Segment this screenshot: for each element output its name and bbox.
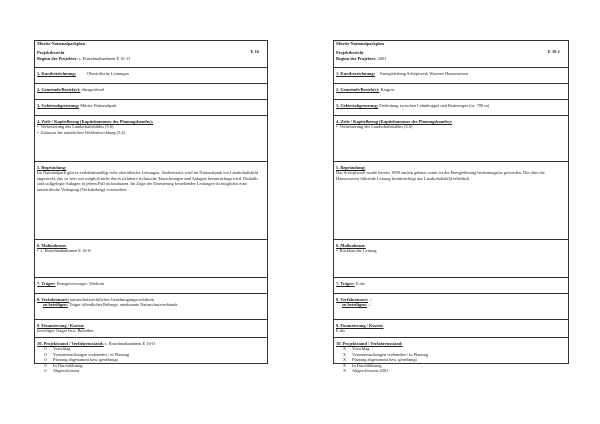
list-item: • Rückbau der Leitung	[336, 248, 377, 254]
project-sheet-e16-1	[333, 40, 569, 374]
field-area: 3. Gebietsabgrenzung: Freileitung zwischen Lehmkoppel und Radeweges (ca. 700 m)	[334, 99, 568, 115]
field-short-name: 1. Kurzbezeichnung: Energieleitung Schöpfwerk Warener Hausewiesen	[334, 67, 568, 83]
plan-title: Müritz-Nationalparkplan	[336, 41, 385, 46]
field-municipality: 2. Gemeinde/Bezirk(e): übergreifend	[35, 83, 267, 99]
list-item: • Verbesserung des Landschaftsbildes (5.6)	[336, 124, 413, 130]
project-code: E 16	[250, 49, 259, 54]
field-financing: 9. Finanzierung / Kosten: E.dis	[334, 319, 568, 337]
list-item: • Zulassen der natürlichen Waldentwicklung (5.4)	[37, 129, 126, 135]
field-financing: 9. Finanzierung / Kosten: jeweiliger Träger bzw. Betreiber	[35, 319, 267, 337]
report-subtitle: Projektbericht	[336, 50, 364, 56]
plan-title: Müritz-Nationalparkplan	[37, 41, 86, 46]
field-procedure: 8. Verfahrensart: ./. zu beteiligen: ./.	[334, 293, 568, 319]
field-short-name: 1. Kurzbezeichnung: Oberirdische Leitungen	[35, 67, 267, 83]
justification-text: Das Schöpfwerk wurde bereits 1999 zurück gebaut, somit ist die Energieleitung bedeutungslos geworden. Die über die Hausewiesen führende Leitung beeinträchtigt das Landschaftsbild erheblich.	[336, 170, 545, 181]
status-row: X In Durchführung	[342, 362, 382, 368]
field-status: 10. Projektstand / Verfahrensstand: s. Einzelmaßnahmen E 16-ff 0 Vorschlag 0 Voruntersuchungen vorhanden / in Planung 0 Planung abgestimmt bzw. genehmigt 0 In Durchführung 0 Abgeschlossen	[35, 337, 267, 365]
list-item: • s. Einzelmaßnahmen E 16-ff	[37, 248, 91, 254]
status-row: 0 Vorschlag	[44, 346, 71, 352]
status-row: X Abgeschlossen 2001	[342, 368, 389, 374]
field-area: 3. Gebietsabgrenzung: Müritz-Nationalpark	[35, 99, 267, 115]
justification-text: Im Nationalpark gibt es verhältnismäßig viele oberirdische Leitungen. Andererseits wird im Nationalpark ein Landschaftsbild angestrebt, das so weit wie möglich nicht durch sichtbare technische Einrichtungen und Anlagen beeinträchtigt wird. Deshalb sind stillgelegte Anlagen in jedem Fall rückzubauen. Im Zuge der Erneuerung bestehender Leitungen ist möglichst eine unterirdische Verlegung (Verkabelung) vorzusehen.	[37, 170, 258, 192]
sheet-header	[35, 41, 267, 67]
field-sponsor: 7. Träger: Energieversorger, Telekom	[35, 277, 267, 293]
status-row: X Vorschlag	[342, 346, 370, 352]
field-justification: 5. Begründung: Das Schöpfwerk wurde bereits 1999 zurück gebaut, somit ist die Energieleitung bedeutungslos geworden. Die über die Hausewiesen führende Leitung beeinträchtigt das Landschaftsbild erheblich.	[334, 161, 568, 239]
field-measures: 6. Maßnahmen: • s. Einzelmaßnahmen E 16-ff	[35, 239, 267, 277]
field-justification: 5. Begründung: Im Nationalpark gibt es verhältnismäßig viele oberirdische Leitungen. Andererseits wird im Nationalpark ein Landschaftsbild angestrebt, das so weit wie möglich nicht durch sichtbare technische Einrichtungen und Anlagen beeinträchtigt wird. Deshalb sind stillgelegte Anlagen in jedem Fall rückzubauen. Im Zuge der Erneuerung bestehender Leitungen ist möglichst eine unterirdische Verlegung (Verkabelung) vorzusehen.	[35, 161, 267, 239]
field-procedure: 8. Verfahrensart: naturschutzrechtliches Genehmigungsverfahren zu beteiligen: Träger öffentlicher Belange, anerkannte Naturschutzverbände	[35, 293, 267, 319]
field-municipality: 2. Gemeinde/Bezirk(e): Kargow	[334, 83, 568, 99]
project-sheet-e16	[34, 40, 268, 374]
sheet-header	[334, 41, 568, 67]
project-start: Beginn des Projektes: 2001	[336, 55, 387, 61]
status-row: X Planung abgestimmt bzw. genehmigt	[342, 357, 417, 363]
report-subtitle: Projektbericht	[37, 50, 65, 56]
status-row: 0 Planung abgestimmt bzw. genehmigt	[44, 357, 118, 363]
field-measures: 6. Maßnahmen: • Rückbau der Leitung	[334, 239, 568, 277]
status-row: 0 Voruntersuchungen vorhanden / in Planung	[44, 351, 130, 357]
field-sponsor: 7. Träger: E.dis	[334, 277, 568, 293]
project-start: Beginn des Projektes: s. Einzelmaßnahmen E 16 -ff	[37, 55, 131, 61]
status-row: 0 In Durchführung	[44, 362, 83, 368]
list-item: • Verbesserung des Landschaftsbildes (5.6)	[37, 124, 114, 130]
project-code: E 16-1	[547, 49, 560, 54]
status-row: X Voruntersuchungen vorhanden / in Planung	[342, 351, 429, 357]
field-status: 10. Projektstand / Verfahrensstand: X Vorschlag X Voruntersuchungen vorhanden / in Planung X Planung abgestimmt bzw. genehmigt X In Durchführung X Abgeschlossen 2001	[334, 337, 568, 365]
field-goals: 4. Ziele / Kapitelbezug (Kapitelnummer des Planungsbandes): • Verbesserung des Landschaftsbildes (5.6)	[334, 115, 568, 161]
field-goals: 4. Ziele / Kapitelbezug (Kapitelnummer des Planungsbandes): • Verbesserung des Landschaftsbildes (5.6) • Zulassen der natürlichen Waldentwicklung (5.4)	[35, 115, 267, 161]
status-row: 0 Abgeschlossen	[44, 368, 80, 374]
